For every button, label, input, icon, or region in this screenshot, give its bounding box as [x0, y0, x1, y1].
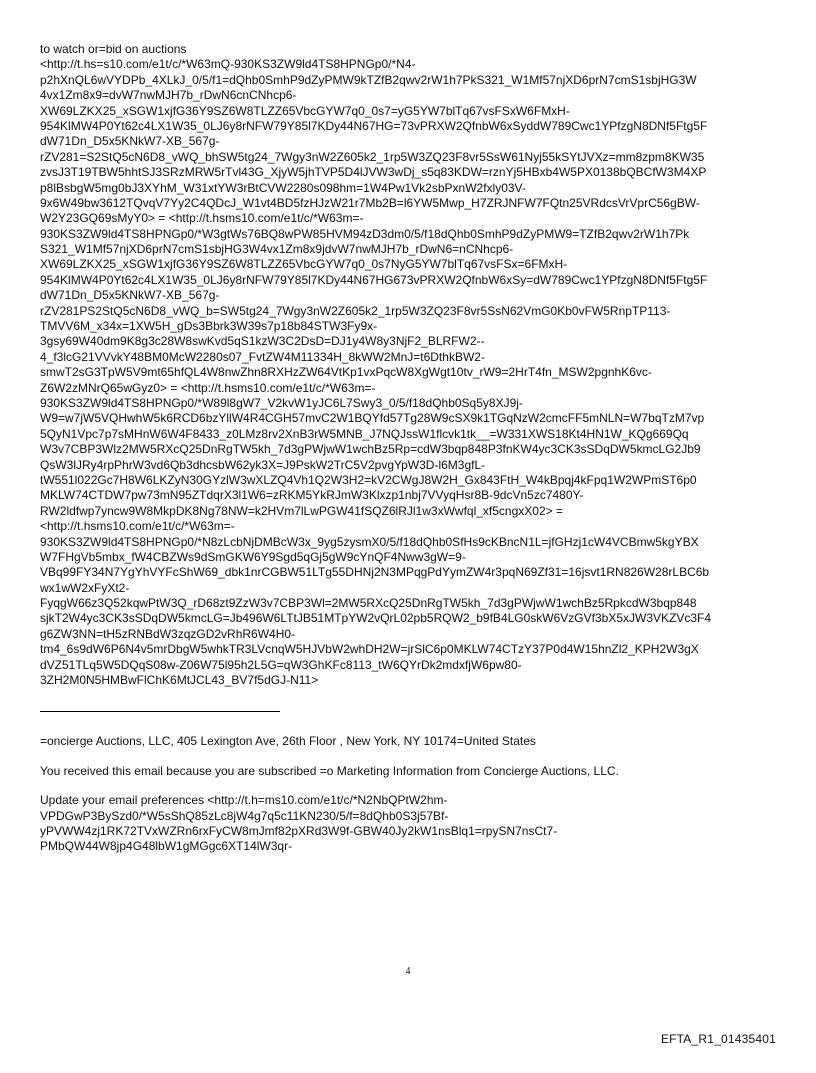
text-line: <http://t.hs=s10.com/e1t/c/*W63mQ-930KS3ZW9ld4TS8HPNGp0/*N4- [40, 57, 416, 72]
text-line: yPVWW4zj1RK72TVxWZRn6rxFyCW8mJmf82pXRd3W9f-GBW40Jy2kW1nsBlq1=rpySN7nsCt7- [40, 824, 558, 838]
text-line: QsW3lJRy4rpPhrW3vd6Qb3dhcsbW62yk3X=J9PskW2TrC5V2pvgYpW3D-l6M3gfL- [40, 457, 486, 472]
text-line: 9x6W49bw3612TQvqV7Yy2C4QDcJ_W1vt4BD5fzHJzW21r7Mb2B=l6YW5Mwp_H7ZRJNFW7FQtn25VRdcsVrVprC56gBW- [40, 195, 700, 210]
text-line: <http://t.hsms10.com/e1t/c/*W63m=- [40, 519, 235, 534]
preferences-link-block[interactable] [40, 793, 780, 855]
text-line: 3ZH2M0N5HMBwFlChK6MtJCL43_BV7f5dGJ-N11> [40, 673, 319, 688]
text-line: 954KlMW4P0Yt62c4LX1W35_0LJ6y8rNFW79Y85l7KDy44N67HG=73vPRXW2QfnbW6xSyddW789Cwc1YPfzgN8DNf5Ftg5F [40, 118, 708, 133]
email-body [40, 42, 780, 855]
text-line: XW69LZKX25_xSGW1xjfG36Y9SZ6W8TLZZ65VbcGYW7q0_0s7=yG5YW7blTq67vsFSxW6FMxH- [40, 103, 570, 118]
text-line: PMbQW44W8jp4G48lbW1gMGgc6XT14lW3qr- [40, 839, 293, 854]
text-line: 5QyN1Vpc7p7sMHnW6W4F8433_z0LMz8rv2XnB3rW5MNB_J7NQJssW1flcvk1tk__=W331XWS18Kt4HN1W_KQg669Qq [40, 426, 689, 441]
text-line: wx1wW2xFyXt2- [40, 580, 130, 595]
text-line: to watch or=bid on auctions [40, 42, 187, 56]
text-line: tm4_6s9dW6P6N4v5mrDbgW5whkTR3LVcnqW5HJVbW2whDH2W=jrSlC6p0MKLW74CTzY37P0d4W15hnZl2_KPH2W3gX [40, 642, 699, 657]
text-line: W9=w7jW5VQHwhW5k6RCD6bzYllW4R4CGH57mvC2W1BQYfd57Tg28W9cSX9k1TGqNzW2cmcFF5mNLN=W7bqTzM7vp [40, 411, 705, 426]
text-line: tW551l022Gc7H8W6LKZyN30GYzlW3wXLZQ4Vh1Q2W3H2=kV2CWgJ8W2H_Gx843FtH_W4kBpqj4kFpq1W2WPmST6p0 [40, 472, 697, 487]
text-line: rZV281=S2StQ5cN6D8_vWQ_bhSW5tg24_7Wgy3nW2Z605k2_1rp5W3ZQ23F8vr5SsW61Nyj55kSYtJVXz=mm8zpm8KW35 [40, 149, 705, 164]
text-line: 4_f3lcG21VVvkY48BM0McW2280s07_FvtZW4M11334H_8kWW2MnJ=t6DthkBW2- [40, 349, 485, 364]
text-line: MKLW74CTDW7pw73mN95ZTdqrX3l1W6=zRKM5YkRJmW3Klxzp1nbj7VVyqHsr8B-9dcVn5zc7480Y- [40, 488, 584, 503]
text-line: Z6W2zMNrQ65wGyz0> = <http://t.hsms10.com/e1t/c/*W63m=- [40, 380, 376, 395]
text-line: Update your email preferences <http://t.h=ms10.com/e1t/c/*N2NbQPtW2hm- [40, 793, 448, 808]
text-line: 954KlMW4P0Yt62c4LX1W35_0LJ6y8rNFW79Y85l7KDy44N67HG673vPRXW2QfnbW6xSy=dW789Cwc1YPfzgN8DNf5Ftg5F [40, 272, 708, 287]
text-line: VBq99FY34N7YgYhVYFcShW69_dbk1nrCGBW51LTg55DHNj2N3MPqgPdYymZW4r3pqN69Zf31=16jsvt1RN826W28rLBC6b [40, 565, 710, 580]
subscription-notice: You received this email because you are subscribed =o Marketing Information from Concierge Auctions, LLC. [40, 763, 619, 778]
text-line: W3v7CBP3Wlz2MW5RXcQ25DnRgTW5kh_7d3gPWjwW1wchBz5Rp=cdW3bqp848P3fnKW4yc3CK3sSDqDW5kmcLG2Jb9 [40, 442, 701, 457]
text-line: 930KS3ZW9ld4TS8HPNGp0/*W3gtWs76BQ8wPW85HVM94zD3dm0/5/f18dQhb0SmhP9dZyPMW9=TZfB2qwv2rW1h7Pk [40, 226, 690, 241]
text-line: smwT2sG3TpW5V9mt65hfQL4W8nwZhn8RXHzZW64VtKp1vxPqcW8XgWgt10tv_rW9=2HrT4fn_MSW2pgnhK6vc- [40, 365, 652, 380]
text-line: W7FHgVb5mbx_fW4CBZWs9dSmGKW6Y9Sgd5qGj5gW9cYnQF4Nww3gW=9- [40, 549, 466, 564]
text-line: 930KS3ZW9ld4TS8HPNGp0/*W89l8gW7_V2kvW1yJC6L7Swy3_0/5/f18dQhb0Sq5y8XJ9j- [40, 395, 523, 410]
text-line: dW71Dn_D5x5KNkW7-XB_567g- [40, 134, 220, 149]
text-line: p8lBsbgW5mg0bJ3XYhM_W31xtYW3rBtCVW2280s098hm=1W4Pw1Vk2sbPxnW2fxly03V- [40, 180, 526, 195]
text-line: g6ZW3NN=tH5zRNBdW3zqzGD2vRhR6W4H0- [40, 626, 296, 641]
text-line: zvsJ3T19TBW5hhtSJ3SRzMRW5rTvl43G_XjyW5jhTVP5D4lJVW3wDj_s5q83KDW=rznYj5HBxb4W5PX0138bQBCfW3M4XP [40, 165, 707, 180]
text-line: dVZ51TLq5W5DQqS08w-Z06W75l95h2L5G=qW3GhKFc8113_tW6QYrDk2mdxfjW6pw80- [40, 657, 522, 672]
text-line: 3gsy69W40dm9K8g3c28W8swKvd5qS1kzW3C2DsD=DJ1y4W8y3NjF2_BLRFW2-- [40, 334, 485, 349]
text-line: rZV281PS2StQ5cN6D8_vWQ_b=SW5tg24_7Wgy3nW2Z605k2_1rp5W3ZQ23F8vr5SsN62VmG0Kb0vFW5RnpTP113- [40, 303, 671, 318]
text-line: S321_W1Mf57njXD6prN7cmS1sbjHG3W4vx1Zm8x9jdvW7nwMJH7b_rDwN6=nCNhcp6- [40, 242, 514, 257]
bates-number: EFTA_R1_01435401 [660, 1032, 776, 1046]
page-number: 4 [405, 966, 411, 977]
text-line: 4vx1Zm8x9=dvW7nwMJH7b_rDwN6cnCNhcp6- [40, 88, 297, 103]
company-address: =oncierge Auctions, LLC, 405 Lexington Ave, 26th Floor , New York, NY 10174=United States [40, 734, 536, 749]
text-line: TMVV6M_x34x=1XW5H_gDs3Bbrk3W39s7p18b84STW3Fy9x- [40, 319, 378, 334]
text-line: p2hXnQL6wVYDPb_4XLkJ_0/5/f1=dQhb0SmhP9dZyPMW9kTZfB2qwv2rW1h7PkS321_W1Mf57njXD6prN7cmS1sbjHG3W [40, 72, 697, 87]
text-line: RW2ldfwp7yncw9W8MkpDK8Ng78NW=k2HVm7lLwPGW41fSQZ6lRJl1w3xWwfql_xf5cngxX02> = [40, 503, 563, 518]
text-line: dW71Dn_D5x5KNkW7-XB_567g- [40, 288, 220, 303]
text-line: FyqgW66z3Q52kqwPtW3Q_rD68zt9ZzW3v7CBP3Wl=2MW5RXcQ25DnRgTW5kh_7d3gPWjwW1wchBz5RpkcdW3bqp848 [40, 596, 697, 611]
horizontal-divider [40, 711, 280, 712]
text-line: sjkT2W4yc3CK3sSDqDW5kmcLG=Jb496W6LTtJB51MTpYW2vQrL02pb5RQW2_b9fB4LG0skW6VzGVf3bX5xJW3VKZVc3F4 [40, 611, 712, 626]
url-text-block [40, 42, 780, 688]
text-line: XW69LZKX25_xSGW1xjfG36Y9SZ6W8TLZZ65VbcGYW7q0_0s7NyG5YW7blTq67vsFSx=6FMxH- [40, 257, 568, 272]
text-line: VPDGwP3BySzd0/*W5sShQ85zLc8jW4g7q5c11KN230/5/f=8dQhb0S3j57Bf- [40, 808, 449, 823]
text-line: W2Y23GQ69sMyY0> = <http://t.hsms10.com/e1t/c/*W63m=- [40, 211, 364, 226]
text-line: 930KS3ZW9ld4TS8HPNGp0/*N8zLcbNjDMBcW3x_9yg5zysmX0/5/f18dQhb0SfHs9cKBncN1L=jfGHzj1cW4VCBmw5kgYBX [40, 534, 699, 549]
